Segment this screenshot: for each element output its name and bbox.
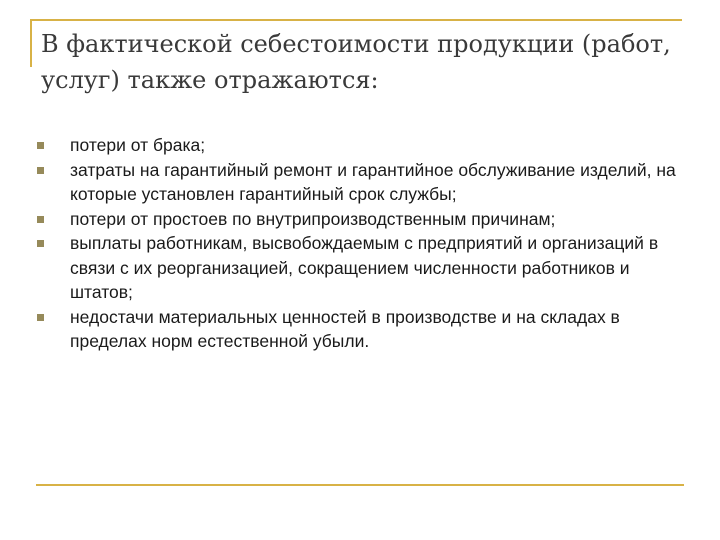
bottom-decorative-rule — [36, 484, 684, 486]
slide-title: В фактической себестоимости продукции (работ, услуг) также отражаются: — [41, 30, 671, 94]
bullet-text: потери от брака; — [70, 135, 206, 155]
square-bullet-icon — [37, 167, 44, 174]
square-bullet-icon — [37, 314, 44, 321]
left-decorative-rule — [30, 19, 32, 67]
bullet-item — [36, 158, 686, 207]
bullet-item — [36, 231, 686, 305]
bullet-text: недостачи материальных ценностей в производстве и на складах в пределах норм естественной убыли. — [70, 306, 620, 351]
bullet-text: потери от простоев по внутрипроизводственным причинам; — [70, 208, 556, 229]
bullet-item — [36, 305, 686, 354]
bullet-item — [36, 207, 686, 232]
top-decorative-rule — [30, 19, 682, 21]
bullet-text: затраты на гарантийный ремонт и гарантийное обслуживание изделий, на которые установлен гарантийный срок службы; — [70, 159, 676, 204]
bullet-text: выплаты работникам, высвобождаемым с предприятий и организаций в связи с их реорганизацией, сокращением численности работников и штатов; — [70, 233, 659, 302]
bullet-list — [36, 133, 686, 354]
bullet-item — [36, 133, 686, 158]
square-bullet-icon — [37, 142, 44, 149]
square-bullet-icon — [37, 240, 44, 247]
square-bullet-icon — [37, 216, 44, 223]
